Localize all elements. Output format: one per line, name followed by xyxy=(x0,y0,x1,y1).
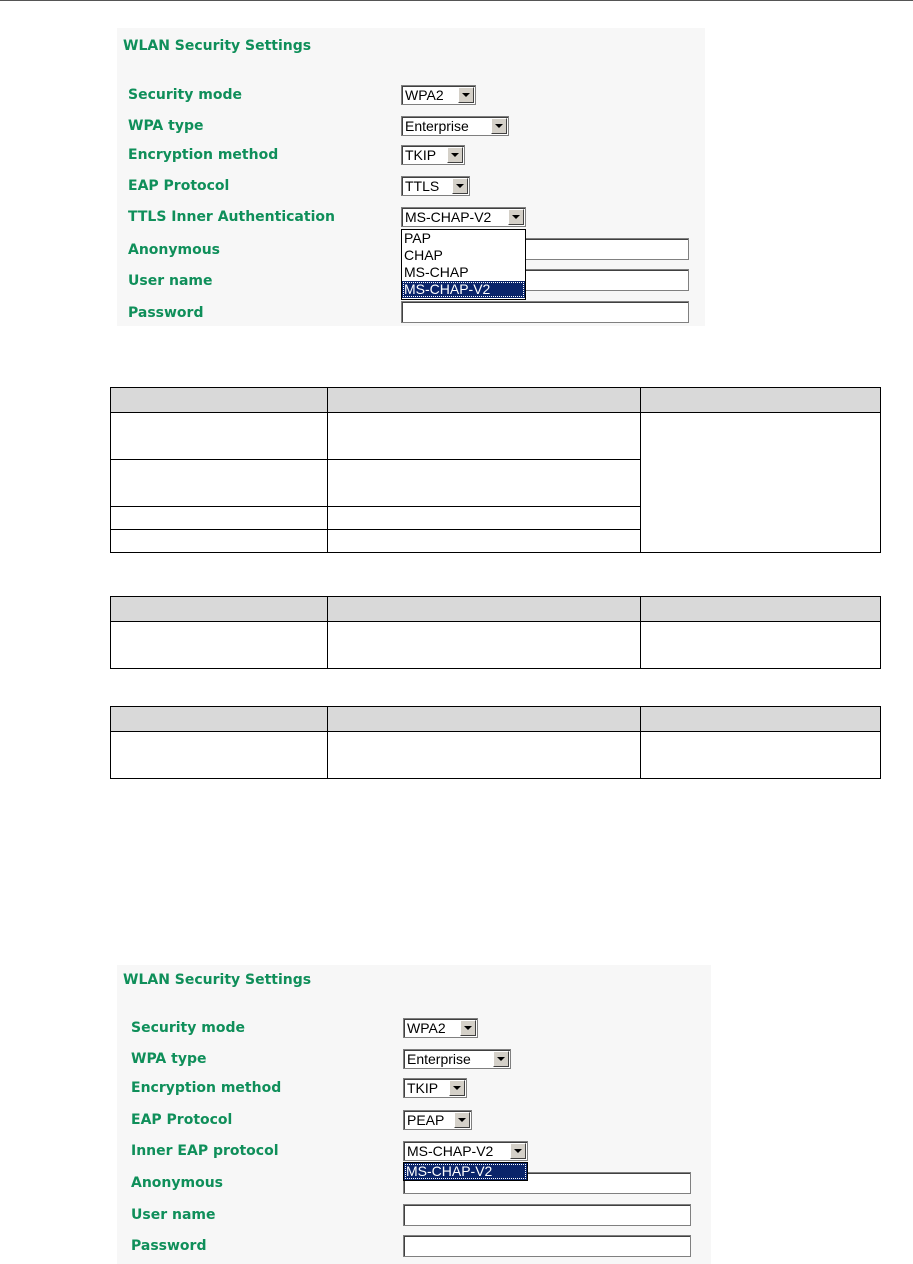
panel-title: WLAN Security Settings xyxy=(123,972,312,988)
encryption-method-select[interactable] xyxy=(401,145,465,165)
table-cell xyxy=(111,732,328,779)
inner-eap-protocol-value: MS-CHAP-V2 xyxy=(407,1143,494,1159)
parameter-table-3 xyxy=(110,706,881,779)
security-mode-label: Security mode xyxy=(131,1020,245,1036)
username-label: User name xyxy=(128,273,213,289)
eap-protocol-label: EAP Protocol xyxy=(128,178,230,194)
eap-protocol-select[interactable] xyxy=(403,1110,472,1130)
wpa-type-value: Enterprise xyxy=(407,1051,471,1067)
chevron-down-icon[interactable] xyxy=(447,147,463,163)
chevron-down-icon[interactable] xyxy=(454,1112,470,1128)
ttls-inner-auth-label: TTLS Inner Authentication xyxy=(128,209,335,225)
table-header-cell xyxy=(641,597,881,622)
table-header-cell xyxy=(111,388,328,413)
table-header-cell xyxy=(328,597,641,622)
encryption-method-select[interactable] xyxy=(403,1078,467,1098)
password-input[interactable] xyxy=(401,301,689,323)
dropdown-option-chap[interactable]: CHAP xyxy=(404,247,443,263)
table-header-cell xyxy=(641,388,881,413)
table-cell xyxy=(328,460,641,507)
wpa-type-label: WPA type xyxy=(131,1051,207,1067)
dropdown-option-ms-chap[interactable]: MS-CHAP xyxy=(404,264,469,280)
ttls-inner-auth-value: MS-CHAP-V2 xyxy=(405,209,492,225)
table-header-cell xyxy=(111,707,328,732)
eap-protocol-label: EAP Protocol xyxy=(131,1112,233,1128)
table-header-cell xyxy=(328,388,641,413)
eap-protocol-value: TTLS xyxy=(405,178,440,194)
ttls-inner-auth-select[interactable] xyxy=(401,207,526,227)
dropdown-option-ms-chap-v2[interactable]: MS-CHAP-V2 xyxy=(404,1163,527,1180)
ttls-inner-auth-dropdown-list xyxy=(401,229,526,300)
inner-eap-protocol-select[interactable] xyxy=(403,1141,528,1161)
table-cell xyxy=(641,732,881,779)
table-cell xyxy=(328,530,641,553)
table-row xyxy=(111,413,881,460)
chevron-down-icon[interactable] xyxy=(460,1020,476,1036)
chevron-down-icon[interactable] xyxy=(510,1143,526,1159)
anonymous-label: Anonymous xyxy=(131,1175,224,1191)
username-label: User name xyxy=(131,1207,216,1223)
chevron-down-icon[interactable] xyxy=(508,209,524,225)
encryption-method-label: Encryption method xyxy=(131,1080,282,1096)
table-header-cell xyxy=(328,707,641,732)
table-header-row xyxy=(111,597,881,622)
eap-protocol-select[interactable] xyxy=(401,176,470,196)
password-label: Password xyxy=(131,1238,207,1254)
security-mode-value: WPA2 xyxy=(407,1020,446,1036)
encryption-method-value: TKIP xyxy=(405,147,437,163)
table-header-cell xyxy=(641,707,881,732)
security-mode-select[interactable] xyxy=(403,1018,478,1038)
inner-eap-protocol-dropdown-list xyxy=(403,1162,528,1181)
table-row xyxy=(111,622,881,669)
table-row xyxy=(111,732,881,779)
table-cell xyxy=(111,413,328,460)
table-cell xyxy=(328,622,641,669)
password-label: Password xyxy=(128,305,204,321)
chevron-down-icon[interactable] xyxy=(493,1051,509,1067)
parameter-table-1 xyxy=(110,387,881,553)
table-cell xyxy=(328,507,641,530)
chevron-down-icon[interactable] xyxy=(458,87,474,103)
table-header-row xyxy=(111,707,881,732)
panel-title: WLAN Security Settings xyxy=(123,38,312,54)
table-cell xyxy=(111,622,328,669)
security-mode-select[interactable] xyxy=(401,85,476,105)
inner-eap-protocol-label: Inner EAP protocol xyxy=(131,1143,279,1159)
wpa-type-select[interactable] xyxy=(401,116,509,136)
table-cell xyxy=(641,622,881,669)
dropdown-option-pap[interactable]: PAP xyxy=(404,230,431,246)
wpa-type-label: WPA type xyxy=(128,118,204,134)
table-cell xyxy=(641,413,881,553)
table-cell xyxy=(111,530,328,553)
encryption-method-value: TKIP xyxy=(407,1080,439,1096)
dropdown-option-ms-chap-v2[interactable]: MS-CHAP-V2 xyxy=(402,281,525,298)
table-cell xyxy=(328,732,641,779)
password-input[interactable] xyxy=(403,1235,691,1257)
parameter-table-2 xyxy=(110,596,881,669)
username-input[interactable] xyxy=(403,1204,691,1226)
table-header-cell xyxy=(111,597,328,622)
eap-protocol-value: PEAP xyxy=(407,1112,445,1128)
wpa-type-value: Enterprise xyxy=(405,118,469,134)
encryption-method-label: Encryption method xyxy=(128,147,279,163)
chevron-down-icon[interactable] xyxy=(452,178,468,194)
chevron-down-icon[interactable] xyxy=(449,1080,465,1096)
page-top-rule xyxy=(0,0,913,1)
table-header-row xyxy=(111,388,881,413)
table-cell xyxy=(111,507,328,530)
table-cell xyxy=(111,460,328,507)
chevron-down-icon[interactable] xyxy=(491,118,507,134)
table-cell xyxy=(328,413,641,460)
anonymous-label: Anonymous xyxy=(128,242,221,258)
wpa-type-select[interactable] xyxy=(403,1049,511,1069)
security-mode-value: WPA2 xyxy=(405,87,444,103)
security-mode-label: Security mode xyxy=(128,87,242,103)
